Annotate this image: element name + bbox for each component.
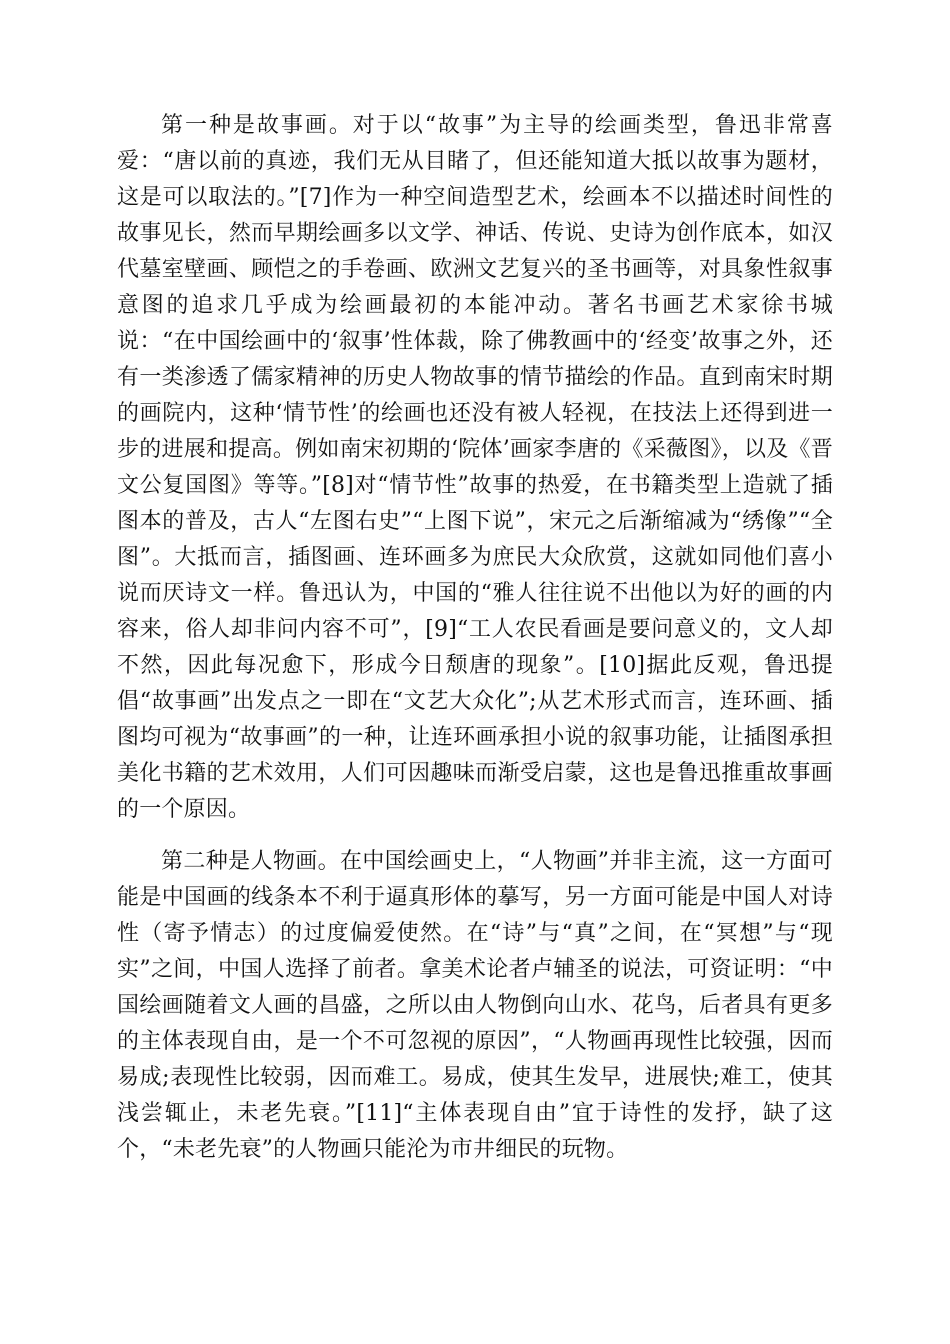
paragraph-figure-painting: 第二种是人物画。在中国绘画史上，“人物画”并非主流，这一方面可能是中国画的线条本不利于逼真形体的摹写，另一方面可能是中国人对诗性（寄予情志）的过度偏爱使然。在“诗”与“真”之间，在“冥想”与“现实”之间，中国人选择了前者。拿美术论者卢辅圣的说法，可资证明：“中国绘画随着文人画的昌盛，之所以由人物倒向山水、花鸟，后者具有更多的主体表现自由，是一个不可忽视的原因”，“人物画再现性比较强，因而易成;表现性比较弱，因而难工。易成，使其生发早，进展快;难工，使其浅尝辄止，未老先衰。”[11]“主体表现自由”宜于诗性的发抒，缺了这个，“未老先衰”的人物画只能沦为市井细民的玩物。: [117, 849, 833, 1162]
document-page: [117, 108, 833, 1168]
paragraph-story-painting: 第一种是故事画。对于以“故事”为主导的绘画类型，鲁迅非常喜爱：“唐以前的真迹，我们无从目睹了，但还能知道大抵以故事为题材，这是可以取法的。”[7]作为一种空间造型艺术，绘画本不以描述时间性的故事见长，然而早期绘画多以文学、神话、传说、史诗为创作底本，如汉代墓室壁画、顾恺之的手卷画、欧洲文艺复兴的圣书画等，对具象性叙事意图的追求几乎成为绘画最初的本能冲动。著名书画艺术家徐书城说：“在中国绘画中的‘叙事’性体裁，除了佛教画中的‘经变’故事之外，还有一类渗透了儒家精神的历史人物故事的情节描绘的作品。直到南宋时期的画院内，这种‘情节性’的绘画也还没有被人轻视，在技法上还得到进一步的进展和提高。例如南宋初期的‘院体’画家李唐的《采薇图》，以及《晋文公复国图》等等。”[8]对“情节性”故事的热爱，在书籍类型上造就了插图本的普及，古人“左图右史”“上图下说”，宋元之后渐缩减为“绣像”“全图”。大抵而言，插图画、连环画多为庶民大众欣赏，这就如同他们喜小说而厌诗文一样。鲁迅认为，中国的“雅人往往说不出他以为好的画的内容来，俗人却非问内容不可”，[9]“工人农民看画是要问意义的，文人却不然，因此每况愈下，形成今日颓唐的现象”。[10]据此反观，鲁迅提倡“故事画”出发点之一即在“文艺大众化”;从艺术形式而言，连环画、插图均可视为“故事画”的一种，让连环画承担小说的叙事功能，让插图承担美化书籍的艺术效用，人们可因趣味而渐受启蒙，这也是鲁迅推重故事画的一个原因。: [117, 113, 833, 822]
